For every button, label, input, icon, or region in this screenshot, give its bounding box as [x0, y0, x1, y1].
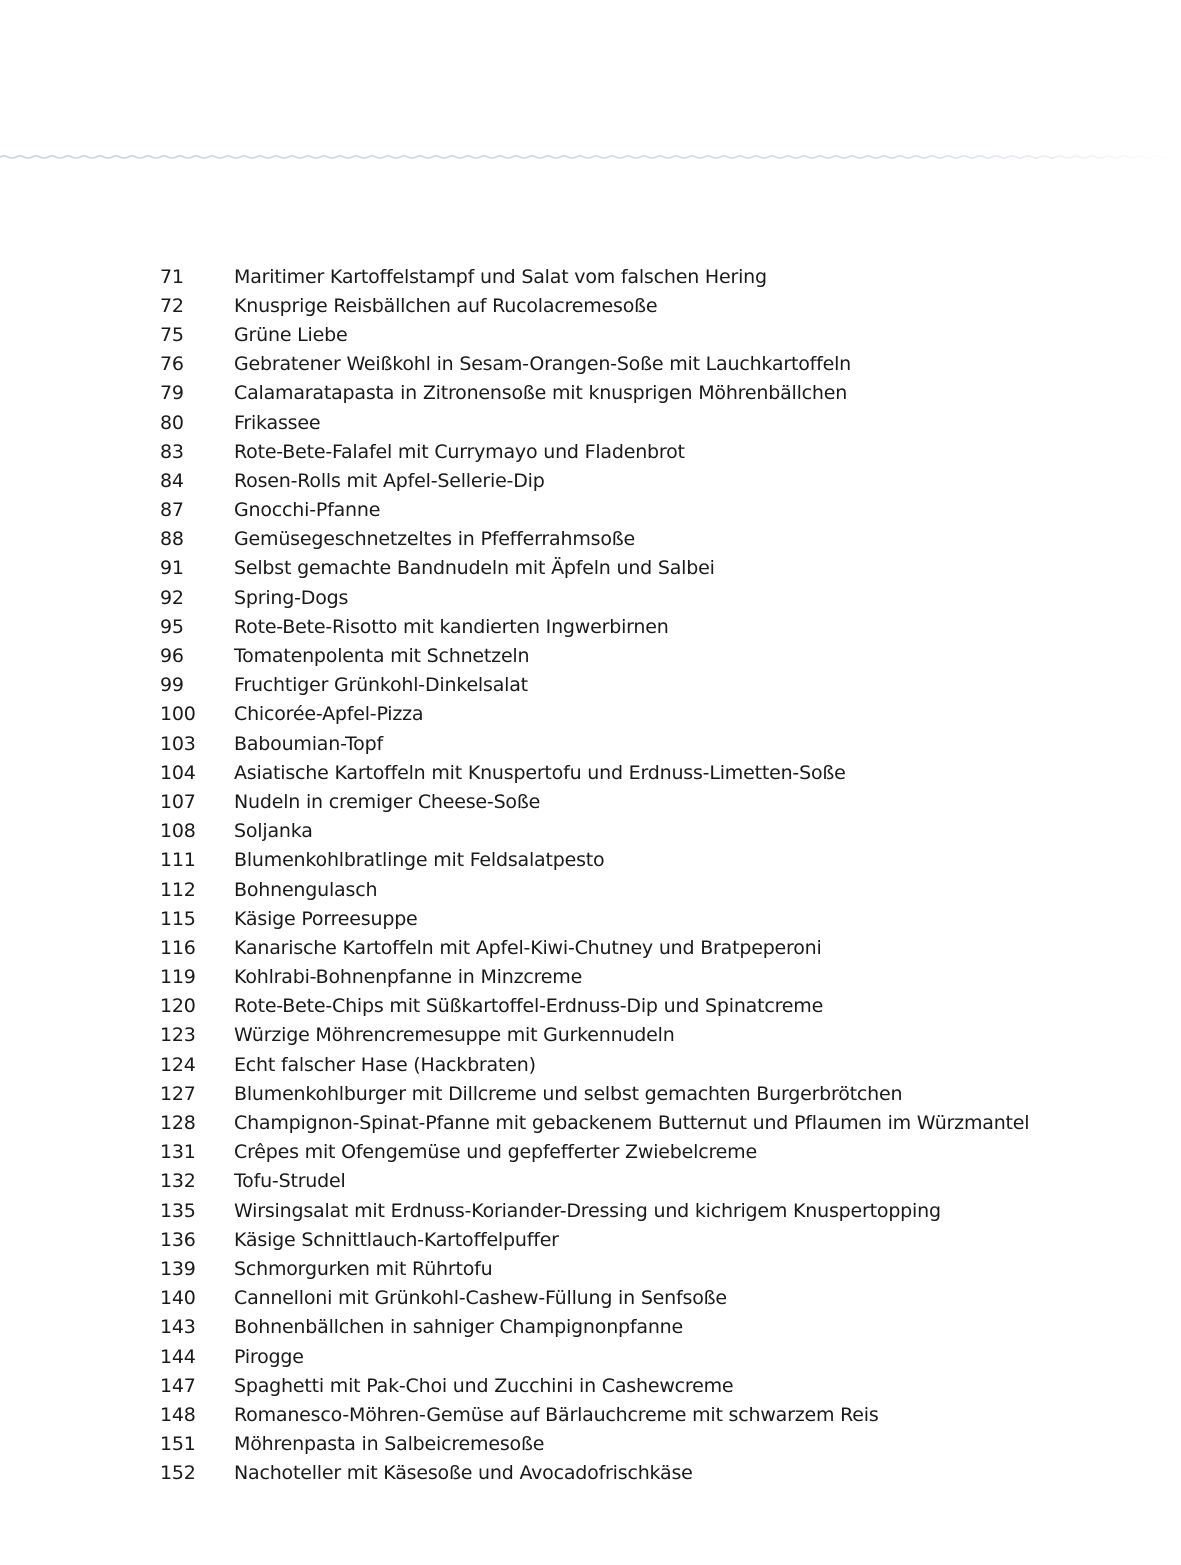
decorative-wave-divider: [0, 150, 1181, 164]
toc-entry: [160, 1138, 1140, 1167]
toc-page-number: 92: [160, 586, 184, 609]
toc-entry: [160, 992, 1140, 1021]
toc-entry: [160, 1050, 1140, 1079]
toc-entry: [160, 525, 1140, 554]
toc-page-number: 112: [160, 878, 196, 901]
toc-entry: [160, 1284, 1140, 1313]
toc-page-number: 119: [160, 966, 196, 989]
toc-recipe-title: Champignon-Spinat-Pfanne mit gebackenem Butternut und Pflaumen im Würzmantel: [234, 1112, 1030, 1135]
toc-recipe-title: Knusprige Reisbällchen auf Rucolacremesoße: [234, 294, 658, 317]
toc-recipe-title: Romanesco-Möhren-Gemüse auf Bärlauchcreme mit schwarzem Reis: [234, 1403, 879, 1426]
toc-page-number: 80: [160, 411, 184, 434]
toc-page-number: 135: [160, 1199, 196, 1222]
toc-recipe-title: Pirogge: [234, 1345, 304, 1368]
toc-recipe-title: Grüne Liebe: [234, 323, 348, 346]
toc-recipe-title: Rote-Bete-Falafel mit Currymayo und Fladenbrot: [234, 440, 685, 463]
toc-entry: [160, 496, 1140, 525]
toc-recipe-title: Baboumian-Topf: [234, 732, 383, 755]
toc-entry: [160, 612, 1140, 641]
toc-entry: [160, 758, 1140, 787]
toc-page-number: 96: [160, 645, 184, 668]
toc-entry: [160, 1167, 1140, 1196]
toc-page-number: 84: [160, 469, 184, 492]
toc-recipe-title: Gemüsegeschnetzeltes in Pfefferrahmsoße: [234, 528, 636, 551]
toc-page-number: 83: [160, 440, 184, 463]
toc-recipe-title: Blumenkohlburger mit Dillcreme und selbst gemachten Burgerbrötchen: [234, 1082, 903, 1105]
toc-recipe-title: Rote-Bete-Chips mit Süßkartoffel-Erdnuss-Dip und Spinatcreme: [234, 995, 824, 1018]
toc-page-number: 76: [160, 353, 184, 376]
toc-entry: [160, 437, 1140, 466]
toc-recipe-title: Kanarische Kartoffeln mit Apfel-Kiwi-Chutney und Bratpeperoni: [234, 936, 822, 959]
toc-entry: [160, 963, 1140, 992]
toc-entry: [160, 320, 1140, 349]
toc-entry: [160, 1196, 1140, 1225]
toc-page-number: 123: [160, 1024, 196, 1047]
toc-entry: [160, 904, 1140, 933]
toc-recipe-title: Bohnenbällchen in sahniger Champignonpfanne: [234, 1316, 683, 1339]
toc-entry: [160, 1342, 1140, 1371]
toc-recipe-title: Käsige Schnittlauch-Kartoffelpuffer: [234, 1228, 559, 1251]
toc-page-number: 72: [160, 294, 184, 317]
toc-entry: [160, 408, 1140, 437]
toc-page-number: 124: [160, 1053, 196, 1076]
toc-page-number: 139: [160, 1257, 196, 1280]
toc-recipe-title: Spaghetti mit Pak-Choi und Zucchini in Cashewcreme: [234, 1374, 734, 1397]
toc-page-number: 75: [160, 323, 184, 346]
toc-entry: [160, 466, 1140, 495]
toc-entry: [160, 671, 1140, 700]
toc-recipe-title: Selbst gemachte Bandnudeln mit Äpfeln und Salbei: [234, 557, 715, 580]
toc-page-number: 140: [160, 1287, 196, 1310]
toc-page-number: 111: [160, 849, 196, 872]
toc-entry: [160, 1021, 1140, 1050]
toc-page-number: 136: [160, 1228, 196, 1251]
toc-entry: [160, 379, 1140, 408]
toc-recipe-title: Cannelloni mit Grünkohl-Cashew-Füllung in Senfsoße: [234, 1287, 727, 1310]
toc-recipe-title: Echt falscher Hase (Hackbraten): [234, 1053, 536, 1076]
toc-page-number: 131: [160, 1141, 196, 1164]
toc-entry: [160, 1371, 1140, 1400]
toc-page-number: 104: [160, 761, 196, 784]
toc-entry: [160, 700, 1140, 729]
toc-entry: [160, 846, 1140, 875]
toc-entry: [160, 1459, 1140, 1488]
toc-entry: [160, 875, 1140, 904]
toc-recipe-title: Kohlrabi-Bohnenpfanne in Minzcreme: [234, 966, 583, 989]
toc-page-number: 127: [160, 1082, 196, 1105]
toc-page-number: 79: [160, 382, 184, 405]
toc-recipe-title: Fruchtiger Grünkohl-Dinkelsalat: [234, 674, 528, 697]
toc-recipe-title: Rosen-Rolls mit Apfel-Sellerie-Dip: [234, 469, 545, 492]
toc-recipe-title: Schmorgurken mit Rührtofu: [234, 1257, 493, 1280]
toc-recipe-title: Würzige Möhrencremesuppe mit Gurkennudeln: [234, 1024, 675, 1047]
toc-recipe-title: Calamaratapasta in Zitronensoße mit knusprigen Möhrenbällchen: [234, 382, 848, 405]
toc-entry: [160, 729, 1140, 758]
toc-entry: [160, 554, 1140, 583]
toc-recipe-title: Bohnengulasch: [234, 878, 378, 901]
toc-recipe-title: Nudeln in cremiger Cheese-Soße: [234, 790, 541, 813]
toc-recipe-title: Gebratener Weißkohl in Sesam-Orangen-Soße mit Lauchkartoffeln: [234, 353, 852, 376]
toc-recipe-title: Soljanka: [234, 820, 313, 843]
toc-page-number: 88: [160, 528, 184, 551]
toc-entry: [160, 933, 1140, 962]
toc-entry: [160, 1430, 1140, 1459]
toc-page-number: 152: [160, 1462, 196, 1485]
toc-recipe-title: Maritimer Kartoffelstampf und Salat vom falschen Hering: [234, 265, 767, 288]
toc-entry: [160, 291, 1140, 320]
toc-recipe-title: Tofu-Strudel: [234, 1170, 346, 1193]
toc-page-number: 100: [160, 703, 196, 726]
toc-page-number: 147: [160, 1374, 196, 1397]
toc-entry: [160, 1108, 1140, 1137]
toc-recipe-title: Gnocchi-Pfanne: [234, 499, 381, 522]
toc-entry: [160, 641, 1140, 670]
table-of-contents: [160, 262, 1140, 1488]
toc-page-number: 95: [160, 615, 184, 638]
toc-entry: [160, 583, 1140, 612]
toc-recipe-title: Wirsingsalat mit Erdnuss-Koriander-Dressing und kichrigem Knuspertopping: [234, 1199, 941, 1222]
toc-recipe-title: Spring-Dogs: [234, 586, 349, 609]
toc-page-number: 103: [160, 732, 196, 755]
toc-recipe-title: Käsige Porreesuppe: [234, 907, 418, 930]
toc-recipe-title: Chicorée-Apfel-Pizza: [234, 703, 424, 726]
toc-entry: [160, 1254, 1140, 1283]
toc-entry: [160, 1079, 1140, 1108]
toc-page-number: 87: [160, 499, 184, 522]
toc-recipe-title: Asiatische Kartoffeln mit Knuspertofu und Erdnuss-Limetten-Soße: [234, 761, 846, 784]
toc-entry: [160, 1400, 1140, 1429]
toc-page-number: 144: [160, 1345, 196, 1368]
toc-page-number: 115: [160, 907, 196, 930]
toc-recipe-title: Rote-Bete-Risotto mit kandierten Ingwerbirnen: [234, 615, 669, 638]
toc-page-number: 120: [160, 995, 196, 1018]
toc-recipe-title: Crêpes mit Ofengemüse und gepfefferter Zwiebelcreme: [234, 1141, 757, 1164]
toc-recipe-title: Nachoteller mit Käsesoße und Avocadofrischkäse: [234, 1462, 693, 1485]
toc-page-number: 132: [160, 1170, 196, 1193]
toc-page-number: 116: [160, 936, 196, 959]
toc-page-number: 148: [160, 1403, 196, 1426]
toc-page-number: 151: [160, 1433, 196, 1456]
toc-entry: [160, 1313, 1140, 1342]
toc-page-number: 107: [160, 790, 196, 813]
toc-page-number: 108: [160, 820, 196, 843]
toc-entry: [160, 350, 1140, 379]
toc-recipe-title: Möhrenpasta in Salbeicremesoße: [234, 1433, 545, 1456]
toc-page-number: 128: [160, 1112, 196, 1135]
toc-page-number: 71: [160, 265, 184, 288]
toc-entry: [160, 262, 1140, 291]
toc-recipe-title: Frikassee: [234, 411, 321, 434]
toc-page-number: 143: [160, 1316, 196, 1339]
toc-entry: [160, 787, 1140, 816]
toc-recipe-title: Tomatenpolenta mit Schnetzeln: [234, 645, 530, 668]
toc-page-number: 99: [160, 674, 184, 697]
toc-recipe-title: Blumenkohlbratlinge mit Feldsalatpesto: [234, 849, 605, 872]
toc-page-number: 91: [160, 557, 184, 580]
toc-entry: [160, 817, 1140, 846]
toc-entry: [160, 1225, 1140, 1254]
